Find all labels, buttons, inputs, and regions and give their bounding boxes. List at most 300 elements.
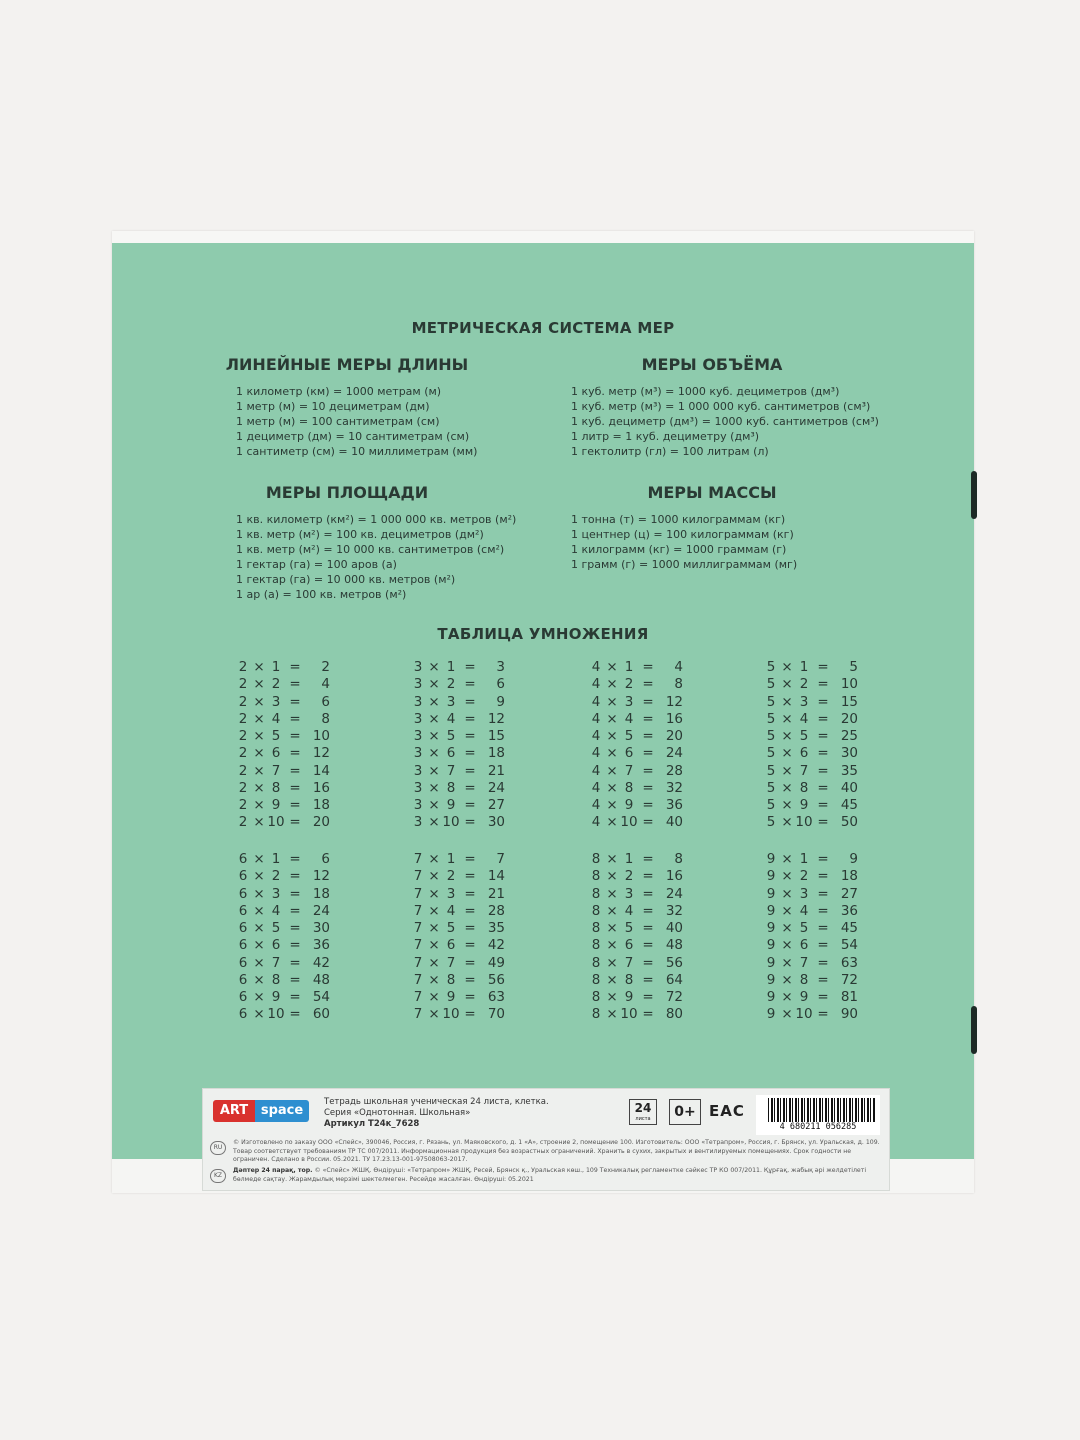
factor-b: 10	[442, 814, 460, 831]
equals-sign: =	[464, 693, 476, 710]
factor-b: 3	[271, 885, 281, 902]
product: 72	[840, 971, 858, 988]
factor-a: 5	[766, 659, 776, 675]
times-sign: ×	[781, 902, 793, 919]
factor-a: 2	[238, 728, 248, 744]
times-sign: ×	[781, 885, 793, 902]
product: 35	[840, 762, 858, 779]
factor-b: 2	[446, 868, 456, 885]
product: 27	[487, 797, 505, 813]
times-sign: ×	[253, 814, 265, 831]
factor-b: 10	[795, 1006, 813, 1023]
factor-a: 8	[591, 868, 601, 885]
equals-sign: =	[817, 659, 829, 675]
factor-a: 7	[413, 989, 423, 1005]
factor-a: 5	[766, 779, 776, 796]
times-sign: ×	[428, 659, 440, 675]
product: 24	[312, 902, 330, 919]
factor-a: 3	[413, 693, 423, 710]
equals-sign: =	[289, 693, 301, 710]
equals-sign: =	[817, 814, 829, 831]
product: 10	[840, 676, 858, 693]
times-sign: ×	[606, 954, 618, 971]
product: 70	[487, 1006, 505, 1023]
factor-a: 4	[591, 728, 601, 744]
product: 12	[312, 745, 330, 762]
product: 63	[487, 989, 505, 1005]
factor-b: 7	[799, 954, 809, 971]
times-sign: ×	[428, 937, 440, 954]
equals-sign: =	[289, 902, 301, 919]
factor-a: 3	[413, 779, 423, 796]
equals-sign: =	[642, 710, 654, 727]
factor-a: 5	[766, 676, 776, 693]
product-description	[324, 1097, 549, 1130]
equals-sign: =	[642, 1006, 654, 1023]
factor-b: 1	[271, 659, 281, 675]
volume-line: 1 литр = 1 куб. дециметру (дм³)	[571, 430, 760, 443]
product-line-1: Тетрадь школьная ученическая 24 листа, клетка.	[324, 1097, 549, 1107]
times-sign: ×	[781, 728, 793, 744]
factor-a: 8	[591, 1006, 601, 1023]
factor-b: 5	[799, 920, 809, 936]
product: 36	[840, 902, 858, 919]
length-line: 1 метр (м) = 10 дециметрам (дм)	[236, 400, 430, 413]
equals-sign: =	[642, 745, 654, 762]
product: 90	[840, 1006, 858, 1023]
factor-a: 6	[238, 989, 248, 1005]
equals-sign: =	[817, 1006, 829, 1023]
factor-b: 6	[799, 937, 809, 954]
factor-a: 9	[766, 971, 776, 988]
factor-b: 6	[446, 937, 456, 954]
factor-a: 9	[766, 885, 776, 902]
factor-a: 4	[591, 710, 601, 727]
product: 18	[312, 797, 330, 813]
product: 16	[665, 868, 683, 885]
area-line: 1 гектар (га) = 10 000 кв. метров (м²)	[236, 573, 456, 586]
equals-sign: =	[817, 779, 829, 796]
volume-line: 1 гектолитр (гл) = 100 литрам (л)	[571, 445, 769, 458]
equals-sign: =	[464, 659, 476, 675]
times-sign: ×	[428, 920, 440, 936]
factor-b: 3	[624, 885, 634, 902]
factor-a: 4	[591, 693, 601, 710]
equals-sign: =	[817, 728, 829, 744]
times-sign: ×	[253, 1006, 265, 1023]
factor-a: 6	[238, 851, 248, 867]
factor-a: 8	[591, 971, 601, 988]
factor-b: 10	[620, 1006, 638, 1023]
eac-mark: EAC	[709, 1102, 745, 1120]
times-sign: ×	[428, 851, 440, 867]
factor-b: 1	[624, 659, 634, 675]
product: 36	[665, 797, 683, 813]
equals-sign: =	[817, 693, 829, 710]
equals-sign: =	[464, 937, 476, 954]
factor-a: 2	[238, 676, 248, 693]
product: 21	[487, 885, 505, 902]
factor-b: 2	[799, 676, 809, 693]
equals-sign: =	[817, 937, 829, 954]
product: 32	[665, 779, 683, 796]
top-white-band	[112, 231, 974, 243]
equals-sign: =	[642, 814, 654, 831]
times-sign: ×	[428, 745, 440, 762]
article-number: Артикул Т24к_7628	[324, 1119, 420, 1129]
product: 12	[487, 710, 505, 727]
factor-a: 3	[413, 745, 423, 762]
times-sign: ×	[428, 693, 440, 710]
product: 20	[840, 710, 858, 727]
times-sign: ×	[253, 797, 265, 813]
factor-a: 6	[238, 971, 248, 988]
factor-b: 8	[271, 779, 281, 796]
equals-sign: =	[817, 902, 829, 919]
product: 12	[312, 868, 330, 885]
equals-sign: =	[289, 814, 301, 831]
times-sign: ×	[781, 954, 793, 971]
equals-sign: =	[464, 851, 476, 867]
factor-a: 8	[591, 902, 601, 919]
factor-b: 4	[446, 710, 456, 727]
area-lines	[236, 512, 516, 602]
factor-a: 6	[238, 868, 248, 885]
factor-a: 7	[413, 937, 423, 954]
product: 64	[665, 971, 683, 988]
equals-sign: =	[289, 920, 301, 936]
factor-a: 2	[238, 779, 248, 796]
times-sign: ×	[606, 779, 618, 796]
product: 6	[496, 676, 505, 693]
length-line: 1 километр (км) = 1000 метрам (м)	[236, 385, 442, 398]
product: 21	[487, 762, 505, 779]
factor-a: 6	[238, 937, 248, 954]
factor-a: 4	[591, 797, 601, 813]
product: 18	[840, 868, 858, 885]
times-sign: ×	[606, 745, 618, 762]
factor-a: 6	[238, 885, 248, 902]
area-line: 1 кв. метр (м²) = 100 кв. дециметров (дм²)	[236, 528, 484, 541]
times-sign: ×	[253, 885, 265, 902]
product: 24	[665, 885, 683, 902]
product: 20	[312, 814, 330, 831]
times-sign: ×	[253, 902, 265, 919]
product: 50	[840, 814, 858, 831]
volume-heading: МЕРЫ ОБЪЁМА	[641, 355, 783, 374]
factor-a: 3	[413, 797, 423, 813]
times-sign: ×	[781, 779, 793, 796]
volume-line: 1 куб. дециметр (дм³) = 1000 куб. сантиметров (см³)	[571, 415, 879, 428]
equals-sign: =	[817, 954, 829, 971]
barcode-bars	[768, 1098, 876, 1122]
factor-a: 5	[766, 814, 776, 831]
equals-sign: =	[464, 728, 476, 744]
equals-sign: =	[464, 745, 476, 762]
factor-b: 1	[446, 659, 456, 675]
factor-b: 1	[799, 659, 809, 675]
product: 14	[487, 868, 505, 885]
factor-a: 7	[413, 1006, 423, 1023]
times-sign: ×	[253, 659, 265, 675]
times-sign: ×	[606, 971, 618, 988]
factor-b: 7	[271, 954, 281, 971]
factor-b: 10	[620, 814, 638, 831]
equals-sign: =	[464, 954, 476, 971]
product: 32	[665, 902, 683, 919]
equals-sign: =	[464, 902, 476, 919]
factor-a: 5	[766, 728, 776, 744]
equals-sign: =	[817, 745, 829, 762]
length-line: 1 метр (м) = 100 сантиметрам (см)	[236, 415, 440, 428]
product-line-2: Серия «Однотонная. Школьная»	[324, 1108, 471, 1118]
times-sign: ×	[253, 693, 265, 710]
factor-b: 4	[624, 710, 634, 727]
factor-b: 10	[442, 1006, 460, 1023]
times-sign: ×	[606, 762, 618, 779]
factor-a: 2	[238, 797, 248, 813]
times-sign: ×	[428, 728, 440, 744]
product: 49	[487, 954, 505, 971]
factor-b: 7	[799, 762, 809, 779]
times-sign: ×	[781, 710, 793, 727]
factor-b: 9	[271, 797, 281, 813]
factor-a: 9	[766, 937, 776, 954]
equals-sign: =	[464, 1006, 476, 1023]
factor-a: 9	[766, 989, 776, 1005]
product: 2	[321, 659, 330, 675]
product: 15	[840, 693, 858, 710]
equals-sign: =	[464, 971, 476, 988]
volume-line: 1 куб. метр (м³) = 1 000 000 куб. сантиметров (см³)	[571, 400, 871, 413]
product: 35	[487, 920, 505, 936]
equals-sign: =	[289, 885, 301, 902]
factor-a: 2	[238, 693, 248, 710]
factor-a: 7	[413, 954, 423, 971]
sheets-badge	[629, 1099, 657, 1125]
times-sign: ×	[253, 868, 265, 885]
times-sign: ×	[781, 868, 793, 885]
product: 8	[674, 851, 683, 867]
product: 81	[840, 989, 858, 1005]
lang-ru-badge: RU	[210, 1141, 226, 1155]
equals-sign: =	[289, 797, 301, 813]
times-sign: ×	[781, 920, 793, 936]
length-heading: ЛИНЕЙНЫЕ МЕРЫ ДЛИНЫ	[225, 355, 469, 374]
equals-sign: =	[817, 920, 829, 936]
times-sign: ×	[606, 728, 618, 744]
equals-sign: =	[817, 762, 829, 779]
times-sign: ×	[253, 989, 265, 1005]
product: 5	[849, 659, 858, 675]
times-sign: ×	[253, 971, 265, 988]
product: 54	[312, 989, 330, 1005]
factor-b: 4	[799, 710, 809, 727]
equals-sign: =	[642, 868, 654, 885]
equals-sign: =	[464, 710, 476, 727]
factor-a: 3	[413, 676, 423, 693]
product: 20	[665, 728, 683, 744]
product: 30	[487, 814, 505, 831]
equals-sign: =	[817, 797, 829, 813]
factor-b: 8	[446, 971, 456, 988]
equals-sign: =	[289, 676, 301, 693]
product: 7	[496, 851, 505, 867]
factor-b: 8	[624, 779, 634, 796]
factor-a: 2	[238, 710, 248, 727]
product: 24	[487, 779, 505, 796]
factor-a: 6	[238, 954, 248, 971]
equals-sign: =	[464, 676, 476, 693]
factor-a: 4	[591, 659, 601, 675]
times-sign: ×	[253, 728, 265, 744]
equals-sign: =	[464, 797, 476, 813]
product: 28	[487, 902, 505, 919]
product: 18	[487, 745, 505, 762]
lang-kz-badge: KZ	[210, 1169, 226, 1183]
equals-sign: =	[289, 659, 301, 675]
product: 28	[665, 762, 683, 779]
equals-sign: =	[817, 885, 829, 902]
equals-sign: =	[817, 868, 829, 885]
times-sign: ×	[428, 868, 440, 885]
factor-a: 9	[766, 868, 776, 885]
artspace-logo	[213, 1100, 309, 1122]
product: 72	[665, 989, 683, 1005]
upper-staple	[971, 471, 977, 519]
product: 24	[665, 745, 683, 762]
volume-lines	[571, 384, 879, 459]
factor-a: 8	[591, 885, 601, 902]
product: 80	[665, 1006, 683, 1023]
factor-b: 8	[271, 971, 281, 988]
factor-a: 9	[766, 1006, 776, 1023]
equals-sign: =	[642, 762, 654, 779]
metric-system-title: МЕТРИЧЕСКАЯ СИСТЕМА МЕР	[411, 319, 675, 337]
mass-line: 1 тонна (т) = 1000 килограммам (кг)	[571, 513, 786, 526]
factor-b: 1	[799, 851, 809, 867]
product: 16	[312, 779, 330, 796]
times-sign: ×	[781, 851, 793, 867]
factor-b: 5	[799, 728, 809, 744]
factor-a: 3	[413, 728, 423, 744]
product: 42	[487, 937, 505, 954]
times-sign: ×	[781, 937, 793, 954]
factor-b: 3	[799, 693, 809, 710]
factor-a: 3	[413, 710, 423, 727]
area-line: 1 кв. метр (м²) = 10 000 кв. сантиметров (см²)	[236, 543, 505, 556]
equals-sign: =	[464, 885, 476, 902]
mass-heading: МЕРЫ МАССЫ	[647, 483, 777, 502]
factor-b: 8	[446, 779, 456, 796]
times-sign: ×	[606, 797, 618, 813]
equals-sign: =	[817, 989, 829, 1005]
times-sign: ×	[606, 676, 618, 693]
factor-b: 2	[271, 676, 281, 693]
equals-sign: =	[289, 851, 301, 867]
product: 9	[496, 693, 505, 710]
product: 15	[487, 728, 505, 744]
equals-sign: =	[642, 851, 654, 867]
factor-b: 10	[267, 814, 285, 831]
times-sign: ×	[253, 676, 265, 693]
times-sign: ×	[253, 710, 265, 727]
volume-line: 1 куб. метр (м³) = 1000 куб. дециметров (дм³)	[571, 385, 840, 398]
equals-sign: =	[289, 954, 301, 971]
equals-sign: =	[817, 851, 829, 867]
equals-sign: =	[642, 693, 654, 710]
factor-b: 4	[624, 902, 634, 919]
product: 4	[321, 676, 330, 693]
equals-sign: =	[642, 659, 654, 675]
equals-sign: =	[464, 920, 476, 936]
times-sign: ×	[781, 797, 793, 813]
factor-b: 1	[271, 851, 281, 867]
factor-b: 9	[799, 989, 809, 1005]
product: 8	[321, 710, 330, 727]
product: 40	[665, 920, 683, 936]
product: 56	[665, 954, 683, 971]
factor-a: 2	[238, 745, 248, 762]
factor-a: 3	[413, 762, 423, 779]
factor-a: 4	[591, 779, 601, 796]
factor-a: 5	[766, 693, 776, 710]
times-sign: ×	[606, 814, 618, 831]
product: 10	[312, 728, 330, 744]
factor-b: 4	[271, 902, 281, 919]
factor-b: 6	[799, 745, 809, 762]
product: 56	[487, 971, 505, 988]
product: 6	[321, 693, 330, 710]
product: 3	[496, 659, 505, 675]
factor-a: 5	[766, 710, 776, 727]
product: 63	[840, 954, 858, 971]
factor-b: 9	[446, 797, 456, 813]
times-sign: ×	[606, 693, 618, 710]
product: 6	[321, 851, 330, 867]
product: 45	[840, 920, 858, 936]
barcode	[756, 1095, 880, 1135]
times-sign: ×	[606, 989, 618, 1005]
factor-b: 3	[271, 693, 281, 710]
factor-b: 3	[446, 693, 456, 710]
times-sign: ×	[606, 937, 618, 954]
factor-b: 7	[624, 762, 634, 779]
times-sign: ×	[781, 745, 793, 762]
factor-b: 2	[799, 868, 809, 885]
equals-sign: =	[642, 920, 654, 936]
equals-sign: =	[289, 937, 301, 954]
factor-a: 3	[413, 814, 423, 831]
kz-title: Дәптер 24 парақ, тор.	[233, 1167, 313, 1174]
factor-b: 9	[446, 989, 456, 1005]
product: 30	[840, 745, 858, 762]
times-sign: ×	[428, 779, 440, 796]
factor-b: 10	[267, 1006, 285, 1023]
factor-a: 7	[413, 902, 423, 919]
factor-b: 5	[271, 920, 281, 936]
factor-a: 3	[413, 659, 423, 675]
times-sign: ×	[253, 920, 265, 936]
equals-sign: =	[817, 710, 829, 727]
factor-a: 6	[238, 902, 248, 919]
equals-sign: =	[289, 971, 301, 988]
length-lines	[236, 384, 477, 459]
product: 54	[840, 937, 858, 954]
factor-a: 6	[238, 1006, 248, 1023]
product: 48	[312, 971, 330, 988]
sheets-count: 24	[634, 1101, 652, 1115]
